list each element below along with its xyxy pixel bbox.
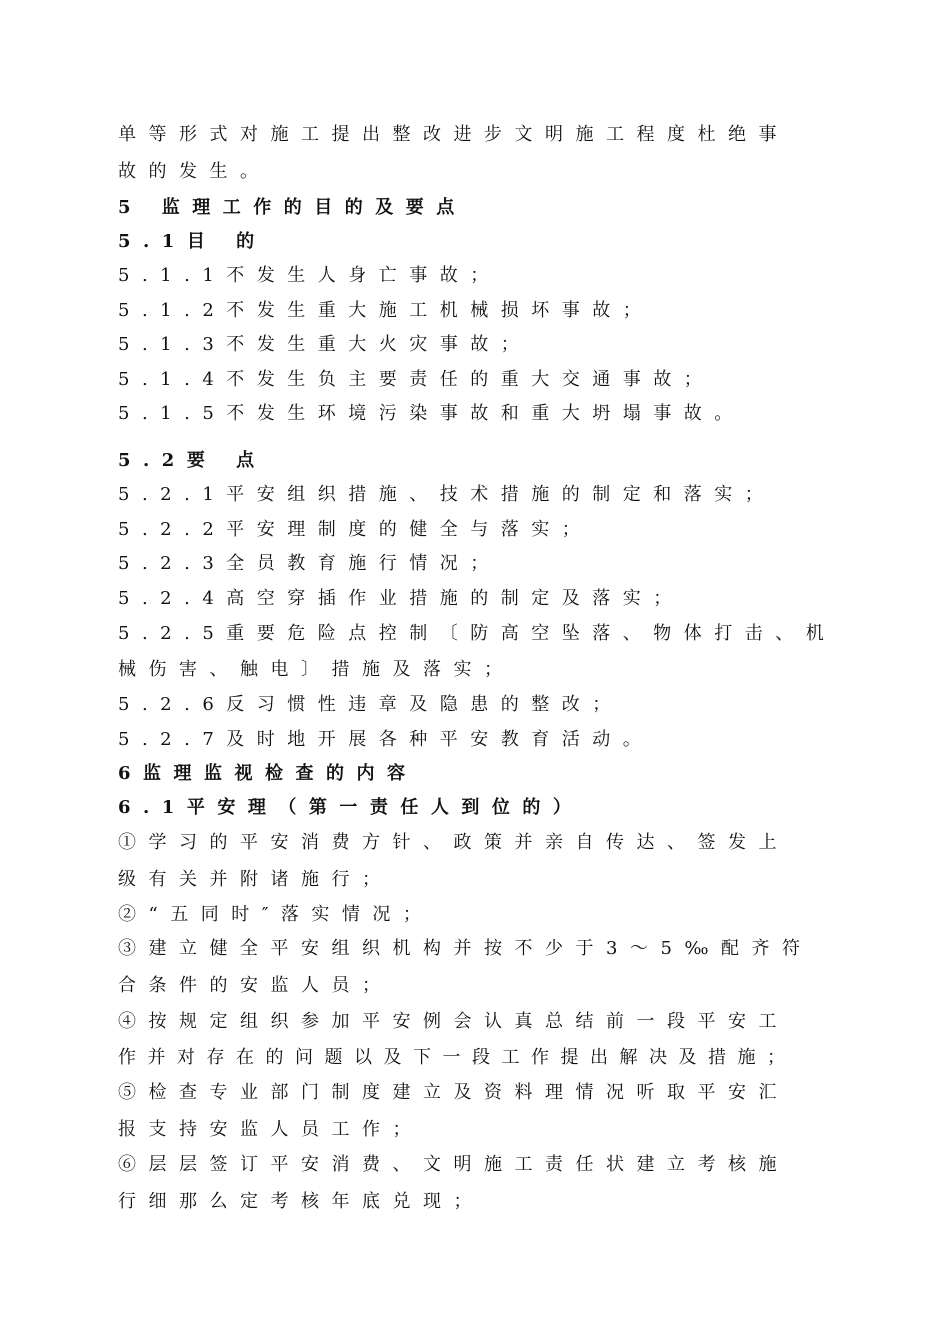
- section-heading: 6监理监视检查的内容: [118, 763, 418, 784]
- list-item: ③建立健全平安组织机构并按不少于3～5‰配齐符: [118, 938, 813, 959]
- list-item-continuation: 械伤害、触电〕措施及落实；: [118, 659, 515, 680]
- subsection-heading: 5.1目 的: [118, 231, 267, 252]
- list-item: 5.2.7及时地开展各种平安教育活动。: [118, 729, 654, 750]
- list-item-continuation: 作并对存在的问题以及下一段工作提出解决及措施；: [118, 1047, 797, 1068]
- list-item: ⑥层层签订平安消费、文明施工责任状建立考核施: [118, 1154, 789, 1175]
- list-item: ②“五同时″落实情况；: [118, 904, 434, 925]
- text-line: 单等形式对施工提出整改进步文明施工程度杜绝事: [118, 124, 789, 145]
- list-item: ④按规定组织参加平安例会认真总结前一段平安工: [118, 1011, 789, 1032]
- list-item: ⑤检查专业部门制度建立及资料理情况听取平安汇: [118, 1082, 789, 1103]
- list-item: 5.1.4不发生负主要责任的重大交通事故；: [118, 369, 715, 390]
- text-line: 故的发生。: [118, 161, 271, 182]
- list-item: 5.2.6反习惯性违章及隐患的整改；: [118, 694, 623, 715]
- list-item: 5.2.3全员教育施行情况；: [118, 553, 501, 574]
- list-item: 5.2.4高空穿插作业措施的制定及落实；: [118, 588, 684, 609]
- list-item-continuation: 行细那么定考核年底兑现；: [118, 1191, 484, 1212]
- list-item: 5.2.5重要危险点控制〔防高空坠落、物体打击、机: [118, 623, 837, 644]
- list-item-continuation: 报支持安监人员工作；: [118, 1119, 423, 1140]
- list-item: 5.1.5不发生环境污染事故和重大坍塌事故。: [118, 403, 745, 424]
- section-heading: 5 监理工作的目的及要点: [118, 197, 467, 218]
- subsection-heading: 5.2要 点: [118, 450, 267, 471]
- list-item: 5.1.3不发生重大火灾事故；: [118, 334, 532, 355]
- list-item: 5.1.1不发生人身亡事故；: [118, 265, 501, 286]
- list-item: 5.2.2平安理制度的健全与落实；: [118, 519, 593, 540]
- list-item: 5.2.1平安组织措施、技术措施的制定和落实；: [118, 484, 776, 505]
- list-item: ①学习的平安消费方针、政策并亲自传达、签发上: [118, 832, 789, 853]
- list-item-continuation: 级有关并附诸施行；: [118, 869, 393, 890]
- subsection-heading: 6.1平安理（第一责任人到位的）: [118, 797, 584, 818]
- list-item: 5.1.2不发生重大施工机械损坏事故；: [118, 300, 654, 321]
- list-item-continuation: 合条件的安监人员；: [118, 975, 393, 996]
